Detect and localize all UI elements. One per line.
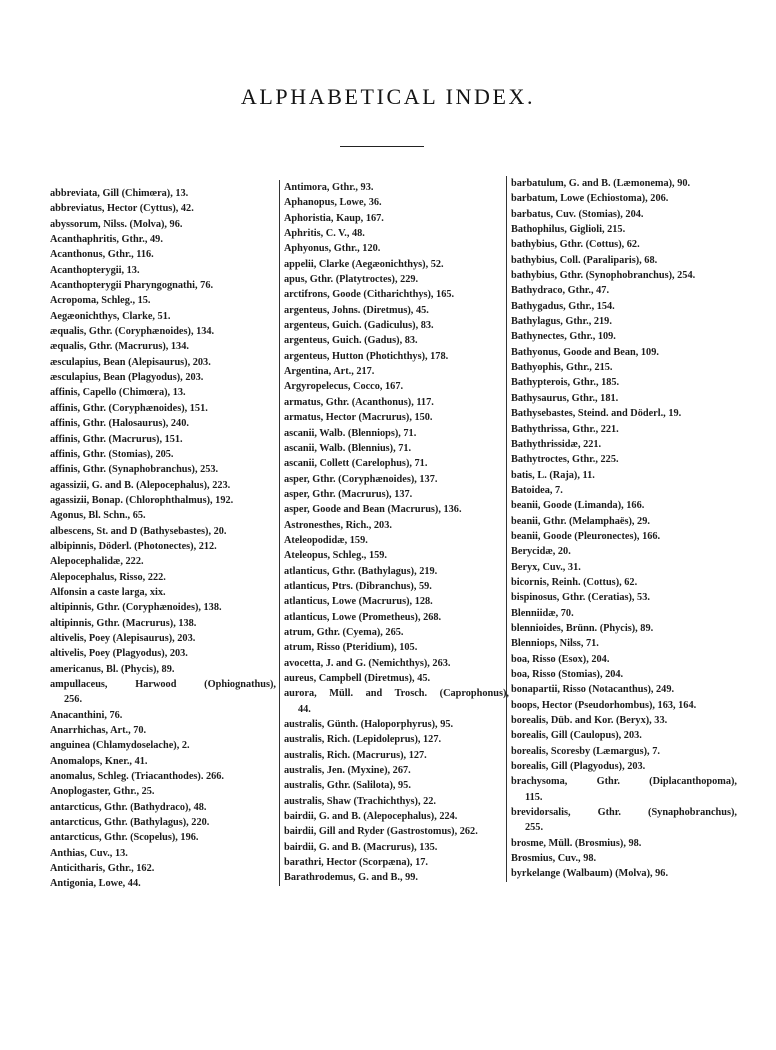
index-entry: Bathylagus, Gthr., 219.	[511, 316, 612, 328]
index-entry: abbreviata, Gill (Chimœra), 13.	[50, 188, 189, 199]
title-divider	[340, 146, 424, 147]
index-entry: appelii, Clarke (Aegæonichthys), 52.	[284, 258, 444, 270]
index-entry: abyssorum, Nilss. (Molva), 96.	[50, 218, 183, 230]
index-entry: affinis, Gthr. (Synaphobranchus), 253.	[50, 464, 219, 476]
index-entry: antarcticus, Gthr. (Bathylagus), 220.	[50, 817, 210, 829]
index-entry: australis, Rich. (Lepidoleprus), 127.	[284, 734, 442, 746]
index-entry: armatus, Gthr. (Acanthonus), 117.	[284, 396, 434, 408]
index-entry: australis, Shaw (Trachichthys), 22.	[284, 795, 436, 807]
index-entry: Acanthonus, Gthr., 116.	[50, 249, 154, 261]
index-entry: æqualis, Gthr. (Coryphænoides), 134.	[50, 326, 215, 338]
index-entry: Bathythrissa, Gthr., 221.	[511, 423, 619, 435]
index-entry: ascanii, Walb. (Blenniops), 71.	[284, 427, 417, 439]
index-entry: affinis, Gthr. (Halosaurus), 240.	[50, 418, 189, 430]
index-entry: Argentina, Art., 217.	[284, 366, 375, 378]
index-entry: asper, Gthr. (Coryphænoides), 137.	[284, 473, 438, 485]
index-entry: argenteus, Guich. (Gadiculus), 83.	[284, 320, 434, 332]
index-entry: Aphanopus, Lowe, 36.	[284, 197, 382, 209]
index-entry: bairdii, G. and B. (Macrurus), 135.	[284, 841, 438, 853]
index-entry: Aphoristia, Kaup, 167.	[284, 212, 384, 224]
index-entry: Alepocephalidæ, 222.	[50, 556, 144, 568]
index-entry: avocetta, J. and G. (Nemichthys), 263.	[284, 657, 451, 669]
index-entry: aureus, Campbell (Diretmus), 45.	[284, 673, 431, 684]
index-entry: Acanthopterygii, 13.	[50, 264, 140, 276]
index-entry: Antimora, Gthr., 93.	[284, 182, 374, 193]
index-entry: bicornis, Reinh. (Cottus), 62.	[511, 576, 638, 588]
index-entry: albipinnis, Döderl. (Photonectes), 212.	[50, 540, 217, 552]
index-entry: Berycidæ, 20.	[511, 546, 571, 558]
index-entry: altivelis, Poey (Alepisaurus), 203.	[50, 632, 196, 644]
index-entry: Acropoma, Schleg., 15.	[50, 295, 151, 307]
index-entry: Bathydraco, Gthr., 47.	[511, 285, 610, 297]
index-entry: australis, Jen. (Myxine), 267.	[284, 765, 411, 777]
index-entry: atrum, Risso (Pteridium), 105.	[284, 642, 418, 654]
index-entry: altipinnis, Gthr. (Macrurus), 138.	[50, 617, 197, 629]
page-title: ALPHABETICAL INDEX.	[240, 84, 536, 109]
index-entry: atlanticus, Ptrs. (Dibranchus), 59.	[284, 580, 432, 592]
index-entry-continuation: 256.	[64, 694, 83, 706]
index-entry: Beryx, Cuv., 31.	[511, 561, 581, 573]
index-entry: altipinnis, Gthr. (Coryphænoides), 138.	[50, 602, 222, 614]
index-entry: Batoidea, 7.	[511, 484, 563, 496]
index-entry: Bathophilus, Giglioli, 215.	[511, 224, 626, 236]
index-entry: borealis, Scoresby (Læmargus), 7.	[511, 745, 660, 757]
index-entry: bairdii, G. and B. (Alepocephalus), 224.	[284, 811, 458, 823]
index-entry: affinis, Gthr. (Coryphænoides), 151.	[50, 402, 208, 414]
index-entry: Anticitharis, Gthr., 162.	[50, 863, 155, 875]
index-entry: atlanticus, Lowe (Macrurus), 128.	[284, 596, 433, 608]
index-entry: Acanthaphritis, Gthr., 49.	[50, 234, 163, 246]
index-entry: agassizii, G. and B. (Alepocephalus), 223.	[50, 479, 231, 491]
index-entry: australis, Rich. (Macrurus), 127.	[284, 749, 427, 761]
index-entry: australis, Gthr. (Salilota), 95.	[284, 780, 411, 792]
index-entry: Bathytroctes, Gthr., 225.	[511, 454, 619, 466]
index-entry: boa, Risso (Esox), 204.	[511, 653, 610, 665]
index-entry: brosme, Müll. (Brosmius), 98.	[511, 837, 642, 849]
index-entry: Anacanthini, 76.	[50, 709, 123, 721]
index-column-3	[506, 176, 737, 882]
index-entry: Blenniidæ, 70.	[511, 607, 574, 619]
index-entry: barbatulum, G. and B. (Læmonema), 90.	[511, 178, 691, 189]
index-entry: Alepocephalus, Risso, 222.	[50, 571, 166, 583]
index-entry: albescens, St. and D (Bathysebastes), 20.	[50, 525, 227, 537]
index-entry: armatus, Hector (Macrurus), 150.	[284, 412, 433, 424]
index-entry: Anthias, Cuv., 13.	[50, 847, 128, 859]
index-entry: Bathythrissidæ, 221.	[511, 438, 602, 450]
index-entry: barathri, Hector (Scorpæna), 17.	[284, 857, 428, 869]
index-entry: Barathrodemus, G. and B., 99.	[284, 872, 418, 884]
index-entry: Alfonsin a caste larga, xix.	[50, 586, 166, 598]
index-entry: altivelis, Poey (Plagyodus), 203.	[50, 648, 188, 660]
index-entry: aurora, Müll. and Trosch. (Caprophonus),	[284, 688, 509, 700]
index-entry: Anoplogaster, Gthr., 25.	[50, 786, 155, 798]
index-entry: atrum, Gthr. (Cyema), 265.	[284, 626, 404, 638]
index-entry: bispinosus, Gthr. (Ceratias), 53.	[511, 592, 650, 604]
index-entry: brevidorsalis, Gthr. (Synaphobranchus),	[511, 807, 737, 819]
index-entry: boops, Hector (Pseudorhombus), 163, 164.	[511, 699, 697, 711]
index-entry: asper, Gthr. (Macrurus), 137.	[284, 488, 413, 500]
index-entry: apus, Gthr. (Platytroctes), 229.	[284, 274, 419, 286]
index-entry: Blenniops, Nilss, 71.	[511, 638, 599, 650]
index-entry: ampullaceus, Harwood (Ophiognathus),	[50, 679, 276, 690]
index-entry: bathybius, Gthr. (Synophobranchus), 254.	[511, 270, 696, 282]
index-entry: Antigonia, Lowe, 44.	[50, 878, 141, 890]
index-entry: brachysoma, Gthr. (Diplacanthopoma),	[511, 776, 737, 788]
index-entry: bathybius, Coll. (Paraliparis), 68.	[511, 254, 658, 266]
index-entry: beanii, Gthr. (Melamphaës), 29.	[511, 515, 650, 527]
index-entry-continuation: 255.	[525, 822, 544, 834]
index-entry: argenteus, Hutton (Photichthys), 178.	[284, 350, 449, 362]
index-entry: Bathynectes, Gthr., 109.	[511, 331, 616, 343]
index-entry-continuation: 44.	[298, 703, 311, 715]
index-entry: argenteus, Guich. (Gadus), 83.	[284, 335, 418, 347]
index-entry: Bathysebastes, Steind. and Döderl., 19.	[511, 408, 682, 420]
index-entry: bonapartii, Risso (Notacanthus), 249.	[511, 684, 675, 696]
index-entry: barbatum, Lowe (Echiostoma), 206.	[511, 193, 669, 205]
index-entry: beanii, Goode (Pleuronectes), 166.	[511, 530, 661, 542]
index-entry: barbatus, Cuv. (Stomias), 204.	[511, 208, 644, 220]
index-entry: antarcticus, Gthr. (Scopelus), 196.	[50, 832, 199, 844]
index-entry: affinis, Capello (Chimœra), 13.	[50, 387, 186, 399]
index-entry: borealis, Gill (Plagyodus), 203.	[511, 761, 646, 773]
index-entry: australis, Günth. (Haloporphyrus), 95.	[284, 719, 454, 731]
index-entry: antarcticus, Gthr. (Bathydraco), 48.	[50, 801, 207, 813]
index-entry: Bathypterois, Gthr., 185.	[511, 377, 620, 389]
index-entry: anguinea (Chlamydoselache), 2.	[50, 740, 190, 752]
index-entry: bairdii, Gill and Ryder (Gastrostomus), 262.	[284, 826, 478, 838]
index-entry: Ateleopodidæ, 159.	[284, 534, 368, 546]
index-entry: Anarrhichas, Art., 70.	[50, 725, 147, 737]
index-entry: æsculapius, Bean (Plagyodus), 203.	[50, 372, 204, 384]
index-entry: Agonus, Bl. Schn., 65.	[50, 510, 146, 522]
index-entry: arctifrons, Goode (Citharichthys), 165.	[284, 289, 455, 301]
index-entry: Aegæonichthys, Clarke, 51.	[50, 310, 171, 322]
index-entry: Aphyonus, Gthr., 120.	[284, 243, 381, 255]
index-entry: Bathygadus, Gthr., 154.	[511, 300, 615, 312]
index-entry: byrkelange (Walbaum) (Molva), 96.	[511, 868, 669, 880]
index-entry: Bathyonus, Goode and Bean, 109.	[511, 346, 659, 358]
index-entry: blennioides, Brünn. (Phycis), 89.	[511, 622, 654, 634]
index-entry: boa, Risso (Stomias), 204.	[511, 669, 624, 680]
index-entry: affinis, Gthr. (Macrurus), 151.	[50, 433, 183, 445]
index-entry: anomalus, Schleg. (Triacanthodes). 266.	[50, 771, 225, 783]
index-entry: Bathysaurus, Gthr., 181.	[511, 392, 619, 404]
index-column-2	[279, 180, 509, 886]
index-entry: Anomalops, Kner., 41.	[50, 755, 148, 767]
index-entry-continuation: 115.	[525, 791, 543, 803]
index-entry: Acanthopterygii Pharyngognathi, 76.	[50, 280, 214, 292]
index-entry: ascanii, Walb. (Blennius), 71.	[284, 442, 412, 454]
index-entry: ascanii, Collett (Carelophus), 71.	[284, 458, 428, 470]
index-entry: Argyropelecus, Cocco, 167.	[284, 381, 404, 393]
index-entry: batis, L. (Raja), 11.	[511, 469, 595, 481]
index-entry: agassizii, Bonap. (Chlorophthalmus), 192.	[50, 494, 234, 506]
index-entry: borealis, Düb. and Kor. (Beryx), 33.	[511, 715, 668, 727]
index-entry: americanus, Bl. (Phycis), 89.	[50, 663, 175, 675]
index-entry: Astronesthes, Rich., 203.	[284, 519, 392, 531]
index-entry: Bathyophis, Gthr., 215.	[511, 362, 613, 374]
index-entry: Aphritis, C. V., 48.	[284, 228, 365, 240]
index-entry: asper, Goode and Bean (Macrurus), 136.	[284, 504, 462, 516]
index-column-1	[50, 186, 276, 892]
index-entry: atlanticus, Gthr. (Bathylagus), 219.	[284, 565, 438, 577]
index-entry: æqualis, Gthr. (Macrurus), 134.	[50, 341, 189, 353]
index-entry: Ateleopus, Schleg., 159.	[284, 550, 387, 562]
index-entry: bathybius, Gthr. (Cottus), 62.	[511, 239, 640, 251]
index-entry: beanii, Goode (Limanda), 166.	[511, 500, 645, 512]
index-entry: æsculapius, Bean (Alepisaurus), 203.	[50, 356, 211, 368]
index-entry: affinis, Gthr. (Stomias), 205.	[50, 448, 174, 460]
index-entry: argenteus, Johns. (Diretmus), 45.	[284, 304, 429, 316]
index-entry: abbreviatus, Hector (Cyttus), 42.	[50, 203, 194, 215]
index-entry: borealis, Gill (Caulopus), 203.	[511, 730, 642, 742]
index-entry: Brosmius, Cuv., 98.	[511, 853, 597, 865]
index-entry: atlanticus, Lowe (Prometheus), 268.	[284, 611, 442, 623]
